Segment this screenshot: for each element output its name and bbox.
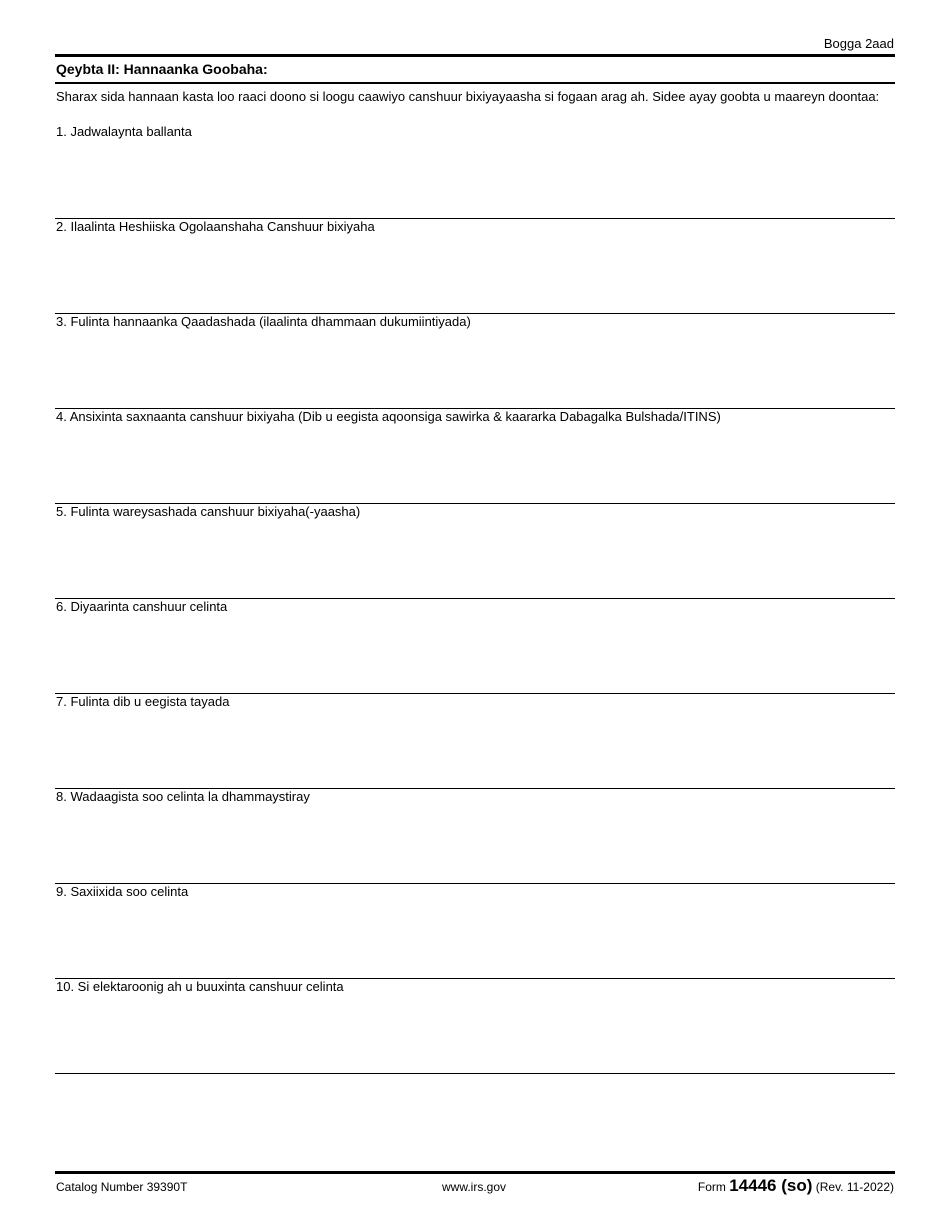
item-8: [55, 789, 895, 884]
form-number: 14446 (so): [729, 1176, 813, 1195]
item-9: [55, 884, 895, 979]
item-label: 7. Fulinta dib u eegista tayada: [56, 694, 230, 709]
item-5: [55, 504, 895, 599]
footer-rule: [55, 1171, 895, 1174]
item-8-response-area[interactable]: [55, 809, 895, 881]
item-2: [55, 219, 895, 314]
top-rule: [55, 54, 895, 57]
form-identifier: [698, 1176, 894, 1196]
item-1: [55, 124, 895, 219]
item-9-response-area[interactable]: [55, 904, 895, 976]
item-label: 1. Jadwalaynta ballanta: [56, 124, 192, 139]
item-3: [55, 314, 895, 409]
item-3-response-area[interactable]: [55, 334, 895, 406]
item-label: 2. Ilaalinta Heshiiska Ogolaanshaha Canshuur bixiyaha: [56, 219, 375, 234]
item-4: [55, 409, 895, 504]
item-label: 8. Wadaagista soo celinta la dhammaystiray: [56, 789, 310, 804]
item-6-response-area[interactable]: [55, 619, 895, 691]
item-label: 10. Si elektaroonig ah u buuxinta canshuur celinta: [56, 979, 344, 994]
form-revision: (Rev. 11-2022): [815, 1180, 894, 1194]
item-7-response-area[interactable]: [55, 714, 895, 786]
item-4-response-area[interactable]: [55, 429, 895, 501]
section-title-rule: [55, 82, 895, 84]
item-1-response-area[interactable]: [55, 144, 895, 216]
item-label: 3. Fulinta hannaanka Qaadashada (ilaalinta dhammaan dukumiintiyada): [56, 314, 471, 329]
item-label: 4. Ansixinta saxnaanta canshuur bixiyaha (Dib u eegista aqoonsiga sawirka & kaararka Dabagalka Bulshada/ITINS): [56, 409, 721, 424]
item-label: 6. Diyaarinta canshuur celinta: [56, 599, 228, 614]
item-2-response-area[interactable]: [55, 239, 895, 311]
item-label: 9. Saxiixida soo celinta: [56, 884, 189, 899]
section-title: Qeybta II: Hannaanka Goobaha:: [56, 61, 268, 77]
page-label: Bogga 2aad: [823, 36, 894, 51]
section-intro: Sharax sida hannaan kasta loo raaci doono si loogu caawiyo canshuur bixiyayaasha si fogaan arag ah. Sidee ayay goobta u maareyn doontaa:: [56, 89, 880, 104]
item-10: [55, 979, 895, 1074]
item-7: [55, 694, 895, 789]
item-label: 5. Fulinta wareysashada canshuur bixiyaha(-yaasha): [56, 504, 361, 519]
catalog-number: Catalog Number 39390T: [56, 1180, 188, 1194]
item-5-response-area[interactable]: [55, 524, 895, 596]
form-prefix: Form: [697, 1180, 726, 1194]
item-10-response-area[interactable]: [55, 999, 895, 1071]
item-6: [55, 599, 895, 694]
website-link[interactable]: www.irs.gov: [442, 1180, 507, 1194]
